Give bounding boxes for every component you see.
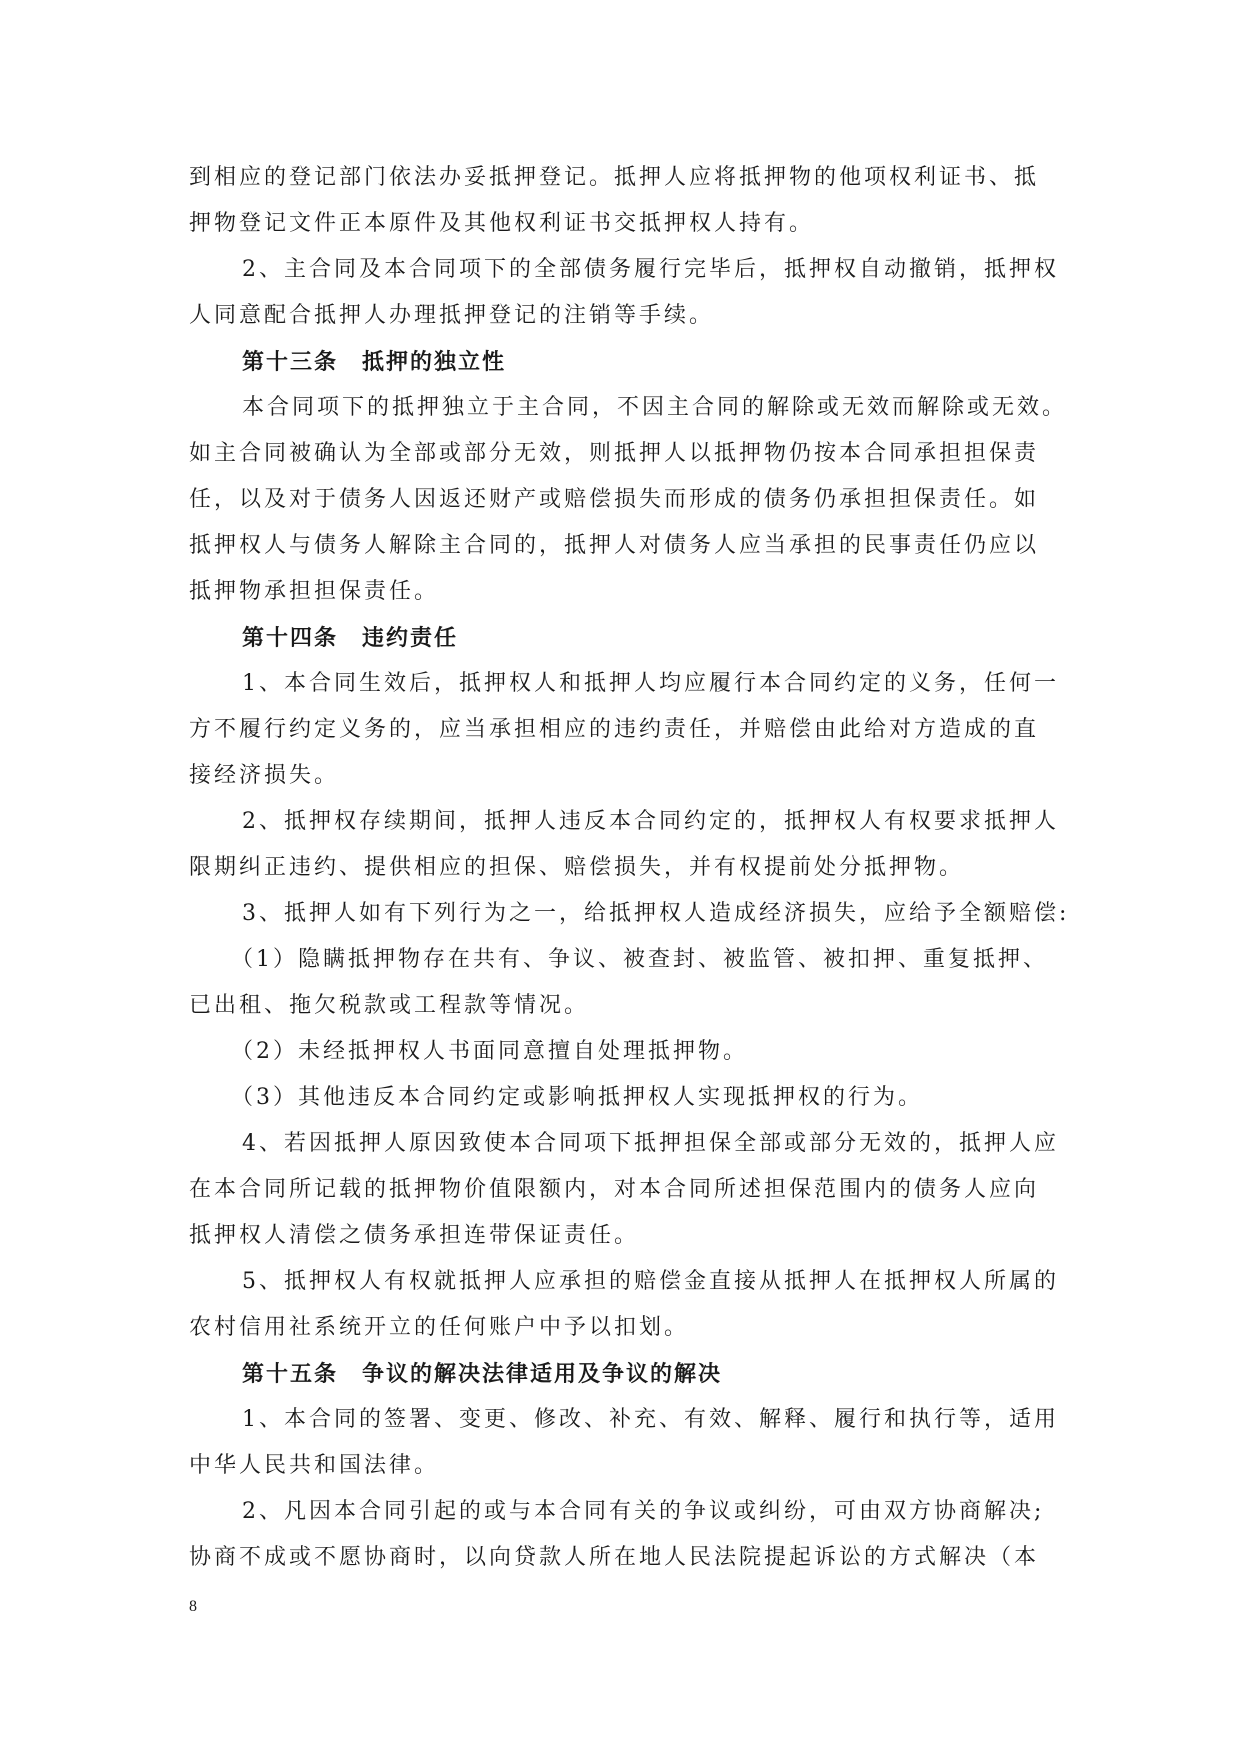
text-line: 4、若因抵押人原因致使本合同项下抵押担保全部或部分无效的，抵押人应 xyxy=(242,1131,1059,1156)
text-line: 1、本合同的签署、变更、修改、补充、有效、解释、履行和执行等，适用 xyxy=(242,1407,1059,1432)
text-line: 农村信用社系统开立的任何账户中予以扣划。 xyxy=(189,1315,690,1340)
section-heading: 第十三条 抵押的独立性 xyxy=(242,349,507,375)
text-line: 接经济损失。 xyxy=(189,763,340,788)
text-line: 抵押物承担担保责任。 xyxy=(189,579,440,604)
text-line: 人同意配合抵押人办理抵押登记的注销等手续。 xyxy=(189,303,715,328)
text-line: 2、凡因本合同引起的或与本合同有关的争议或纠纷，可由双方协商解决; xyxy=(242,1499,1045,1524)
text-line: 如主合同被确认为全部或部分无效，则抵押人以抵押物仍按本合同承担担保责 xyxy=(189,441,1040,466)
text-line: 3、抵押人如有下列行为之一，给抵押权人造成经济损失，应给予全额赔偿: xyxy=(242,901,1070,926)
text-line: 5、抵押权人有权就抵押人应承担的赔偿金直接从抵押人在抵押权人所属的 xyxy=(242,1269,1059,1294)
text-line: 在本合同所记载的抵押物价值限额内，对本合同所述担保范围内的债务人应向 xyxy=(189,1177,1040,1202)
text-line: （2）未经抵押权人书面同意擅自处理抵押物。 xyxy=(231,1039,748,1064)
text-line: （3）其他违反本合同约定或影响抵押权人实现抵押权的行为。 xyxy=(231,1085,923,1110)
text-line: 中华人民共和国法律。 xyxy=(189,1453,440,1478)
text-line: 本合同项下的抵押独立于主合同，不因主合同的解除或无效而解除或无效。 xyxy=(242,395,1068,420)
text-line: 到相应的登记部门依法办妥抵押登记。抵押人应将抵押物的他项权利证书、抵 xyxy=(189,165,1040,190)
section-heading: 第十五条 争议的解决法律适用及争议的解决 xyxy=(242,1361,723,1387)
document-body xyxy=(189,155,1070,1581)
section-heading: 第十四条 违约责任 xyxy=(242,625,459,651)
text-line: 抵押权人清偿之债务承担连带保证责任。 xyxy=(189,1223,640,1248)
text-line: 任，以及对于债务人因返还财产或赔偿损失而形成的债务仍承担担保责任。如 xyxy=(189,487,1040,512)
text-line: 1、本合同生效后，抵押权人和抵押人均应履行本合同约定的义务，任何一 xyxy=(242,671,1059,696)
text-line: 方不履行约定义务的，应当承担相应的违约责任，并赔偿由此给对方造成的直 xyxy=(189,717,1040,742)
text-line: 2、主合同及本合同项下的全部债务履行完毕后，抵押权自动撤销，抵押权 xyxy=(242,257,1059,282)
text-line: 2、抵押权存续期间，抵押人违反本合同约定的，抵押权人有权要求抵押人 xyxy=(242,809,1059,834)
text-line: （1）隐瞒抵押物存在共有、争议、被查封、被监管、被扣押、重复抵押、 xyxy=(231,947,1048,972)
text-line: 抵押权人与债务人解除主合同的，抵押人对债务人应当承担的民事责任仍应以 xyxy=(189,533,1040,558)
page-number: 8 xyxy=(189,1598,197,1615)
text-line: 协商不成或不愿协商时，以向贷款人所在地人民法院提起诉讼的方式解决（本 xyxy=(189,1545,1040,1570)
text-line: 押物登记文件正本原件及其他权利证书交抵押权人持有。 xyxy=(189,211,815,236)
text-line: 已出租、拖欠税款或工程款等情况。 xyxy=(189,993,590,1018)
text-line: 限期纠正违约、提供相应的担保、赔偿损失，并有权提前处分抵押物。 xyxy=(189,855,965,880)
